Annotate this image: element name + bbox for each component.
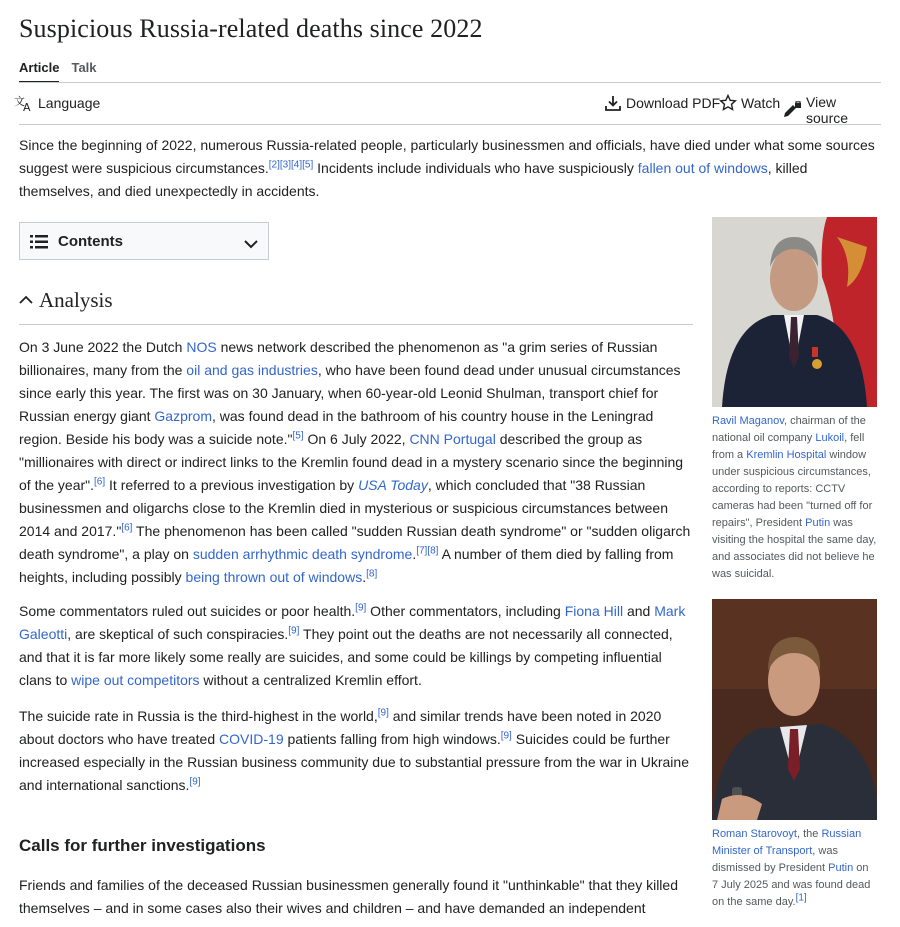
tab-article[interactable]: Article: [19, 60, 59, 83]
text: Incidents include individuals who have suspiciously: [313, 160, 638, 176]
page-toolbar: [14, 94, 881, 126]
text: .: [412, 546, 417, 562]
divider: [19, 324, 693, 325]
analysis-heading: Analysis: [39, 288, 113, 312]
text: The suicide rate in Russia is the third-highest in the world,: [19, 708, 378, 724]
text: , was dismissed by President: [712, 845, 838, 874]
ref-link[interactable]: [1]: [795, 892, 807, 904]
ref-link[interactable]: [6]: [94, 476, 106, 488]
tab-talk[interactable]: Talk: [71, 60, 97, 75]
text: , chairman of the national oil company: [712, 415, 866, 444]
text: Other commentators, including: [366, 603, 565, 619]
text: Since the beginning of 2022, numerous Russia-related people, particularly businessmen and officials, have died under what some sources suggest were suspicious circumstances.: [19, 137, 875, 176]
link-usa-today[interactable]: USA Today: [358, 477, 428, 493]
ref-link[interactable]: [6]: [121, 522, 133, 534]
download-pdf-button[interactable]: [604, 94, 720, 112]
language-button[interactable]: [14, 94, 100, 112]
text: On 6 July 2022,: [303, 431, 410, 447]
analysis-paragraph-3: [19, 705, 695, 797]
view-source-label: View source: [806, 94, 849, 126]
text: , which concluded that "38 Russian businessmen and oligarchs close to the Kremlin died in mysterious or suspicious circumstances between 2014 and 2017.": [19, 477, 668, 539]
analysis-paragraph-1: [19, 336, 695, 589]
text: , was found dead in the bathroom of his country house in the Leningrad region. Beside his body was a suicide note.": [19, 408, 654, 447]
text: Suicides could be further increased especially in the Russian business community due to substantial pressure from the war in Ukraine and international sanctions.: [19, 731, 689, 793]
link-fiona-hill[interactable]: Fiona Hill: [564, 603, 624, 619]
link-roman-starovoyt[interactable]: Roman Starovoyt: [712, 828, 797, 840]
link-wipe-out-competitors[interactable]: wipe out competitors: [71, 672, 200, 688]
calls-paragraph: [19, 874, 695, 920]
text: , fell from a: [712, 432, 865, 461]
text: Friends and families of the deceased Russian businessmen generally found it "unthinkable" that they killed themselves – and in some cases also their wives and children – and have demanded an independent: [19, 877, 678, 916]
section-heading-analysis[interactable]: [19, 288, 113, 313]
text: , are skeptical of such conspiracies.: [67, 626, 289, 642]
chevron-up-icon: [19, 292, 33, 310]
text: and similar trends have been noted in 2020 about doctors who have treated: [19, 708, 662, 747]
watch-label: Watch: [741, 95, 781, 111]
text: , the: [796, 828, 822, 840]
divider: [19, 124, 881, 125]
text: and: [623, 603, 655, 619]
text: was visiting the hospital the same day, and associates did not believe he was suicidal.: [712, 517, 877, 580]
link-cnn-portugal[interactable]: CNN Portugal: [409, 431, 496, 447]
ref-link[interactable]: [7][8]: [416, 545, 439, 557]
star-icon: [719, 94, 737, 112]
text: Some commentators ruled out suicides or poor health.: [19, 603, 356, 619]
link-sads[interactable]: sudden arrhythmic death syndrome: [192, 546, 413, 562]
link-ravil-maganov[interactable]: Ravil Maganov: [712, 415, 784, 427]
page-title: Suspicious Russia-related deaths since 2022: [19, 14, 483, 43]
svg-text:文: 文: [14, 95, 25, 108]
figure-caption: [712, 413, 877, 583]
text: described the group as "millionaires with direct or indirect links to the Kremlin found dead in a mystery scenario since the beginning of the year".: [19, 431, 684, 493]
figure-ravil-maganov: [712, 217, 877, 583]
svg-text:A: A: [23, 101, 31, 112]
text: .: [362, 569, 367, 585]
link-putin[interactable]: Putin: [805, 517, 831, 529]
link-lukoil[interactable]: Lukoil: [815, 432, 845, 444]
link-thrown-out-of-windows[interactable]: being thrown out of windows: [185, 569, 363, 585]
figure-caption: [712, 826, 877, 911]
portrait-image[interactable]: [712, 599, 877, 820]
ref-link[interactable]: [8]: [366, 568, 378, 580]
text: window under suspicious circumstances, according to reports: CCTV cameras had been "turned off for repairs", President: [712, 449, 873, 529]
link-oil-gas[interactable]: oil and gas industries: [186, 362, 318, 378]
download-label: Download PDF: [626, 95, 721, 111]
text: patients falling from high windows.: [283, 731, 501, 747]
text: A number of them died by falling from heights, including possibly: [19, 546, 674, 585]
portrait-image[interactable]: [712, 217, 877, 407]
ref-link[interactable]: [9]: [288, 625, 300, 637]
text: The phenomenon has been called "sudden Russian death syndrome" or "sudden oligarch death syndrome", a play on: [19, 523, 691, 562]
language-label: Language: [38, 95, 101, 111]
text: It referred to a previous investigation by: [105, 477, 359, 493]
list-icon: [30, 234, 48, 255]
link-fallen-out-of-windows[interactable]: fallen out of windows: [637, 160, 768, 176]
link-kremlin-hospital[interactable]: Kremlin Hospital: [746, 449, 827, 461]
text: , killed themselves, and died unexpectedly in accidents.: [19, 160, 808, 199]
ref-link[interactable]: [9]: [500, 730, 512, 742]
divider: [19, 82, 881, 83]
link-gazprom[interactable]: Gazprom: [154, 408, 212, 424]
text: without a centralized Kremlin effort.: [199, 672, 422, 688]
ref-link[interactable]: [9]: [355, 602, 367, 614]
link-russian-minister-of-transport[interactable]: Russian Minister of Transport: [712, 828, 862, 857]
ref-link[interactable]: [9]: [377, 707, 389, 719]
text: news network described the phenomenon as "a grim series of Russian billionaires, many from the: [19, 339, 658, 378]
link-mark-galeotti[interactable]: Mark Galeotti: [19, 603, 686, 642]
translate-icon: [14, 94, 34, 112]
intro-paragraph: [19, 134, 879, 203]
analysis-paragraph-2: [19, 600, 695, 692]
download-icon: [604, 94, 622, 112]
section-heading-calls: Calls for further investigations: [19, 836, 266, 855]
link-covid-19[interactable]: COVID-19: [219, 731, 284, 747]
ref-link[interactable]: [5]: [292, 430, 304, 442]
contents-toggle[interactable]: [19, 222, 269, 260]
text: , who have been found dead under unusual circumstances since early this year. The first was on 30 January, when 60-year-old Leonid Shulman, transport chief for Russian energy giant: [19, 362, 681, 424]
ref-link[interactable]: [9]: [189, 776, 201, 788]
link-putin[interactable]: Putin: [828, 862, 854, 874]
watch-button[interactable]: [719, 94, 780, 112]
contents-label: Contents: [58, 233, 123, 250]
text: on 7 July 2025 and was found dead on the same day.: [712, 862, 871, 908]
link-nos[interactable]: NOS: [186, 339, 217, 355]
view-source-button[interactable]: [782, 94, 881, 126]
figure-roman-starovoyt: [712, 599, 877, 911]
text: They point out the deaths are not necessarily all connected, and that it is far more likely some really are suicides, and some could be killings by competing influential clans to: [19, 626, 673, 688]
chevron-down-icon: [244, 236, 258, 254]
text: On 3 June 2022 the Dutch: [19, 339, 187, 355]
pencil-lock-icon: [782, 101, 802, 119]
ref-link[interactable]: [2][3][4][5]: [268, 159, 314, 171]
page-tabs: [19, 60, 107, 83]
